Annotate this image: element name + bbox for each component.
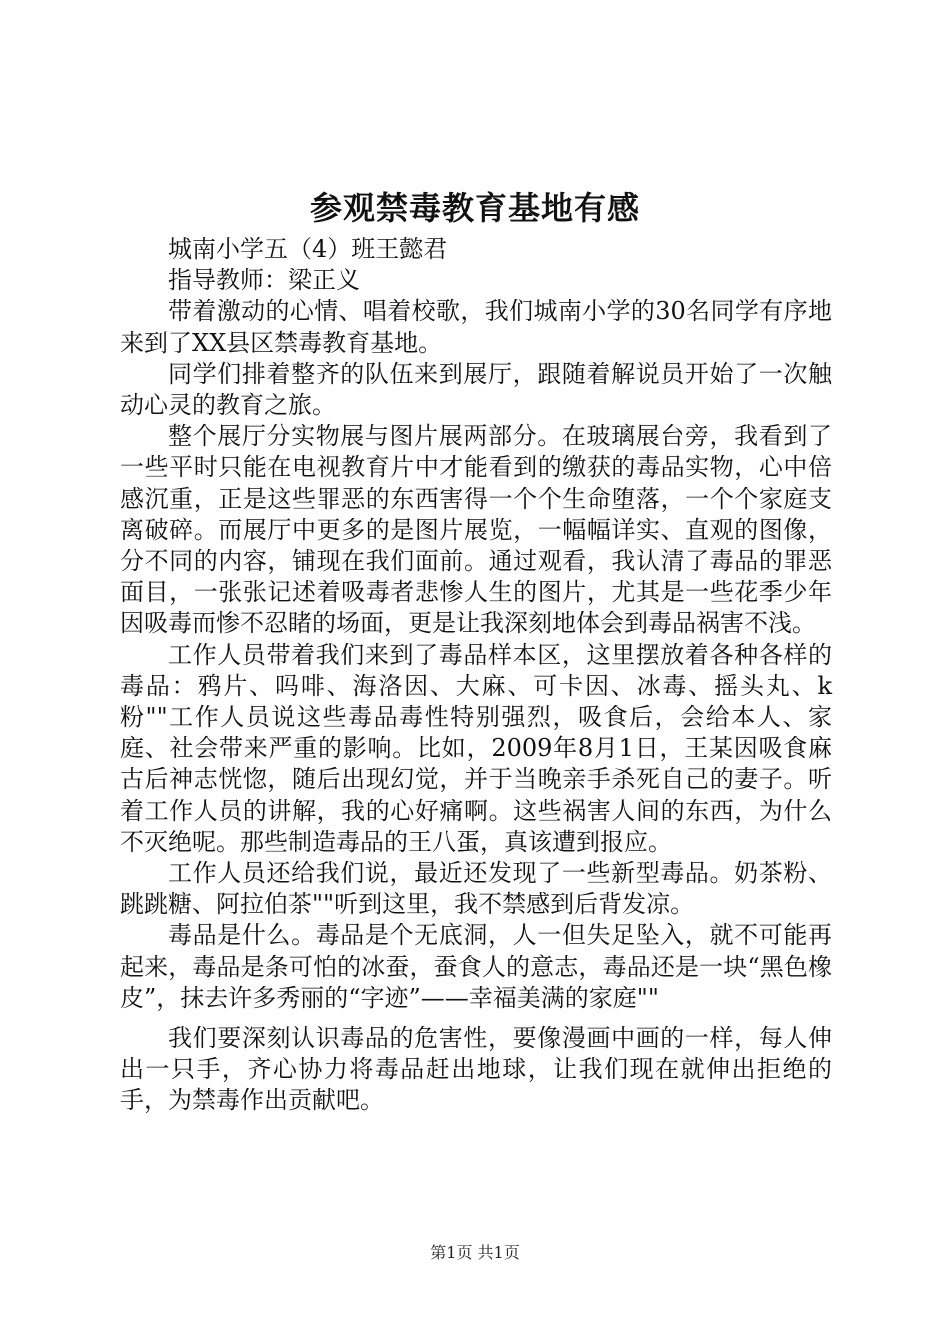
document-title: 参观禁毒教育基地有感	[309, 189, 640, 227]
paragraph-7: 我们要深刻认识毒品的危害性，要像漫画中画的一样，每人伸出一只手，齐心协力将毒品赶出地球，让我们现在就伸出拒绝的手，为禁毒作出贡献吧。	[120, 1024, 832, 1115]
paragraph-6: 毒品是什么。毒品是个无底洞，人一但失足坠入，就不可能再起来，毒品是条可怕的冰蚕，蚕食人的意志，毒品还是一块“黑色橡皮”，抹去许多秀丽的“字迹”——幸福美满的家庭""	[120, 921, 832, 1012]
paragraph-1: 带着激动的心情、唱着校歌，我们城南小学的30名同学有序地来到了XX县区禁毒教育基地。	[120, 297, 832, 357]
author-line: 城南小学五（4）班王懿君	[168, 235, 448, 263]
teacher-line: 指导教师：梁正义	[168, 266, 360, 295]
document-body	[120, 234, 832, 1117]
paragraph-5: 工作人员还给我们说，最近还发现了一些新型毒品。奶茶粉、跳跳糖、阿拉伯茶""听到这里，我不禁感到后背发凉。	[120, 859, 832, 919]
paragraph-4: 工作人员带着我们来到了毒品样本区，这里摆放着各种各样的毒品：鸦片、吗啡、海洛因、大麻、可卡因、冰毒、摇头丸、k粉""工作人员说这些毒品毒性特别强烈，吸食后，会给本人、家庭、社会带来严重的影响。比如，2009年8月1日，王某因吸食麻古后神志恍惚，随后出现幻觉，并于当晚亲手杀死自己的妻子。听着工作人员的讲解，我的心好痛啊。这些祸害人间的东西，为什么不灭绝呢。那些制造毒品的王八蛋，真该遭到报应。	[120, 640, 832, 856]
paragraph-gap	[120, 1014, 832, 1023]
page-footer: 第1页 共1页	[430, 1243, 520, 1262]
paragraph-2: 同学们排着整齐的队伍来到展厅，跟随着解说员开始了一次触动心灵的教育之旅。	[120, 359, 832, 420]
paragraph-3: 整个展厅分实物展与图片展两部分。在玻璃展台旁，我看到了一些平时只能在电视教育片中才能看到的缴获的毒品实物，心中倍感沉重，正是这些罪恶的东西害得一个个生命堕落，一个个家庭支离破碎。而展厅中更多的是图片展览，一幅幅详实、直观的图像，分不同的内容，铺现在我们面前。通过观看，我认清了毒品的罪恶面目，一张张记述着吸毒者悲惨人生的图片，尤其是一些花季少年因吸毒而惨不忍睹的场面，更是让我深刻地体会到毒品祸害不浅。	[120, 422, 832, 638]
